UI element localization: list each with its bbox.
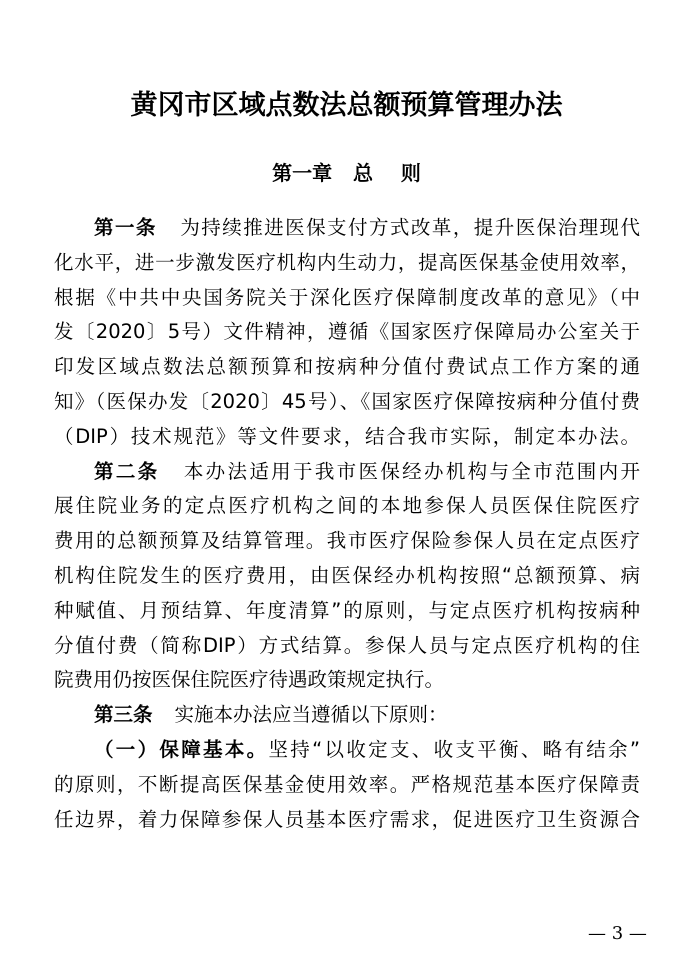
article-1-line-2: 化水平，进一步激发医疗机构内生动力，提高医保基金使用效率， [54, 250, 640, 274]
article-1-line-1 [54, 211, 640, 246]
article-2-text: 本办法适用于我市医保经办机构与全市范围内开 [181, 459, 640, 483]
article-1-line-4: 发〔2020〕5号）文件精神，遵循《国家医疗保障局办公室关于 [54, 320, 640, 344]
page-number: — 3 — [588, 923, 647, 944]
article-1-line-5: 印发区域点数法总额预算和按病种分值付费试点工作方案的通 [54, 355, 640, 379]
article-2-line-1 [54, 455, 640, 490]
article-2-line-3: 费用的总额预算及结算管理。我市医疗保险参保人员在定点医疗 [54, 529, 640, 553]
article-2-line-2: 展住院业务的定点医疗机构之间的本地参保人员医保住院医疗 [54, 494, 640, 518]
principle-1-line-2: 的原则，不断提高医保基金使用效率。严格规范基本医疗保障责 [54, 772, 640, 796]
chapter-heading: 第一章 总 则 [272, 161, 421, 185]
article-2-line-5: 种赋值、月预结算、年度清算”的原则，与定点医疗机构按病种 [54, 598, 640, 622]
principle-1-label: （一）保障基本。 [94, 737, 269, 761]
document-title: 黄冈市区域点数法总额预算管理办法 [130, 90, 563, 121]
article-1-text: 为持续推进医保支付方式改革，提升医保治理现代 [178, 216, 640, 239]
article-3-label: 第三条 [94, 703, 153, 727]
article-1-label: 第一条 [94, 216, 157, 239]
article-2-label: 第二条 [94, 459, 160, 483]
principle-1-line-3: 任边界，着力保障参保人员基本医疗需求，促进医疗卫生资源合 [54, 807, 640, 831]
article-1-line-7: （DIP）技术规范》等文件要求，结合我市实际，制定本办法。 [54, 424, 640, 448]
article-2-line-6: 分值付费（简称DIP）方式结算。参保人员与定点医疗机构的住 [54, 633, 640, 657]
article-3-text: 实施本办法应当遵循以下原则： [174, 703, 448, 727]
article-3-line-1 [54, 698, 640, 733]
principle-1-text: 坚持“以收定支、收支平衡、略有结余” [268, 737, 640, 761]
document-body [54, 211, 640, 837]
article-1-line-3: 根据《中共中央国务院关于深化医疗保障制度改革的意见》（中 [54, 285, 640, 309]
article-2-line-4: 机构住院发生的医疗费用，由医保经办机构按照“总额预算、病 [54, 563, 640, 587]
principle-1-line-1 [54, 733, 640, 768]
article-1-line-6: 知》（医保办发〔2020〕45号）、《国家医疗保障按病种分值付费 [54, 389, 640, 413]
article-2-line-7: 院费用仍按医保住院医疗待遇政策规定执行。 [54, 668, 445, 692]
